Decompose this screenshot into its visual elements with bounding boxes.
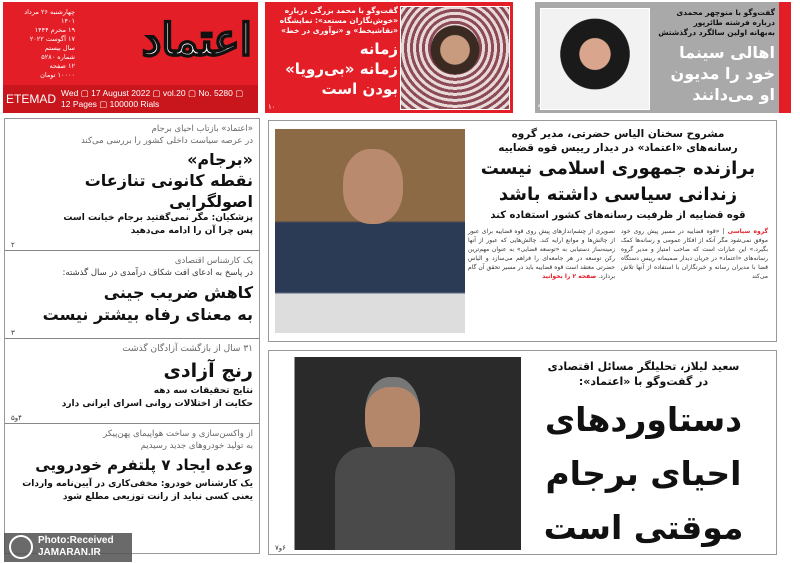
interviewee-photo [275, 357, 521, 550]
photo-watermark [4, 533, 132, 562]
main-kicker: رسانه‌های «اعتماد» در دیدار رییس قوه قضاییه [498, 142, 738, 154]
accent-strip [779, 2, 791, 113]
page-number: ۳ [11, 329, 15, 337]
teaser-headline: خود را مدیون [670, 64, 775, 83]
masthead [3, 2, 258, 113]
teaser-interview-bozorgi[interactable] [265, 2, 513, 113]
page-number: ۶و۷ [275, 544, 286, 552]
body-text: | «قوه قضاییه در مسیر پیش روی خود موفق نمی‌شود مگر آنکه از افکار عمومی و رسانه‌ها کمک بگیرد.» این عبارات است که صاحب امتیاز و مدیر گروه رسانه‌های «اعتماد» در جریان دیدار صمیمانه رییس دستگاه قضا با مدیران رسانه و خبرنگاران با استفاده از آنها تلاش می‌کند [621, 228, 768, 280]
continue-link[interactable]: صفحه ۲ را بخوانید [542, 273, 597, 280]
story-headline: «برجام» [187, 150, 253, 169]
portrait-photo [540, 8, 650, 110]
story-kicker: به تولید خودروهای جدید رسیدیم [140, 441, 253, 451]
latin-title: ETEMAD [6, 92, 57, 106]
story-headline: نقطه کانونی تنازعات اصولگرایی [84, 171, 253, 211]
story-subhead: یعنی کسی نباید از رانت توزیعی مطلع شود [62, 492, 253, 502]
story-subhead: یک کارشناس خودرو: مخفی‌کاری در آیین‌نامه واردات [22, 479, 253, 489]
left-column [4, 118, 260, 554]
story-barjam[interactable] [5, 119, 259, 251]
second-headline: دستاوردهای [544, 400, 743, 439]
teaser-interview-mohammadi[interactable] [535, 2, 779, 113]
body-column [468, 227, 615, 281]
volume: سال بیستم [44, 44, 75, 52]
second-headline: موقتی است [543, 508, 744, 547]
teaser-headline: اهالی سینما [679, 43, 775, 62]
newspaper-logo: اعتماد [141, 15, 252, 66]
teaser-headline: بودن است [321, 80, 398, 98]
second-kicker: در گفت‌وگو با «اعتماد»: [578, 375, 709, 388]
issue-line: Wed ▢ 17 August 2022 ▢ vol.20 ▢ No. 5280 ▢ 12 Pages ▢ 100000 Rials [61, 88, 244, 109]
teaser-headline: زمانه «بی‌رویا» [285, 60, 398, 78]
story-subhead: حکایت از اختلالات روانی اسرای ایرانی دارد [61, 399, 253, 409]
masthead-bar [3, 85, 258, 113]
main-kicker: مشروح سخنان الیاس حضرتی، مدیر گروه [511, 128, 725, 140]
story-kicker: در پاسخ به ادعای افت شکاف درآمدی در سال گذشته: [62, 268, 253, 278]
issue-info [9, 8, 75, 80]
teaser-headline: او می‌دانند [692, 85, 775, 104]
main-subhead: قوه قضاییه از ظرفیت رسانه‌های کشور استفاده کند [490, 210, 746, 221]
story-kicker: در عرصه سیاست داخلی کشور را بررسی می‌کند [80, 136, 253, 146]
story-kicker: یک کارشناس اقتصادی [174, 256, 253, 266]
watermark-site: JAMARAN.IR [38, 547, 101, 558]
portrait-photo [400, 6, 510, 110]
date-persian: چهارشنبه ۲۶ مرداد ۱۴۰۱ [24, 8, 75, 25]
main-body [468, 227, 768, 281]
story-gini[interactable] [5, 251, 259, 339]
page-count: ۱۲ صفحه [49, 62, 75, 70]
date-gregorian: ۱۷ آگوست ۲۰۲۲ [29, 35, 75, 43]
body-column [621, 227, 768, 281]
main-headline: زندانی سیاسی داشته باشد [498, 184, 738, 205]
teaser-kicker: درباره فرشته طائرپور [693, 18, 775, 27]
speaker-photo [275, 129, 465, 333]
story-headline: رنج آزادی [163, 360, 253, 382]
body-text: تصویری از چشم‌اندازهای پیش روی قوه قضاییه برای عبور از چالش‌ها و موانع ارایه کند. چالش‌هایی که عبور از آنها زمینه‌ساز دستیابی به «توسعه قضایی» به عنوان مهم‌ترین رکن توسعه در هر جامعه‌ای را فراهم می‌سازد و الیاس حضرتی معتقد است قوه قضاییه باید در مسیر تحقق آن گام بردارد. [468, 228, 615, 280]
price: ۱۰۰۰۰ تومان [40, 71, 75, 79]
teaser-kicker: به‌بهانه اولین سالگرد درگذشتش [658, 28, 775, 37]
story-kicker: «اعتماد» بازتاب احیای برجام [151, 124, 253, 134]
jamaran-logo-icon [9, 535, 33, 559]
second-story[interactable] [268, 350, 777, 555]
issue-number: شماره ۵۲۸۰ [41, 53, 75, 61]
teaser-headline: زمانه [359, 40, 398, 58]
story-subhead: نتایج تحقیقات سه دهه [153, 386, 253, 396]
story-subhead: پس چرا آن را ادامه می‌دهید [130, 226, 253, 236]
story-freedom[interactable] [5, 339, 259, 424]
story-subhead: پزشکیان: مگر نمی‌گفتید برجام خیانت است [63, 213, 253, 223]
story-kicker: از واکسن‌سازی و ساخت هواپیمای پهن‌پیکر [103, 429, 253, 439]
story-auto-platform[interactable] [5, 424, 259, 516]
date-hijri: ۱۹ محرم ۱۴۴۴ [34, 26, 75, 34]
page-number: ۱۰ [268, 103, 276, 111]
story-headline: به معنای رفاه بیشتر نیست [42, 305, 253, 324]
watermark-credit: Photo:Received [38, 535, 114, 546]
story-kicker: ۳۱ سال از بازگشت آزادگان گذشت [122, 344, 253, 354]
page-number: ۴و۵ [11, 414, 22, 422]
second-kicker: سعید لیلاز، تحلیلگر مسائل اقتصادی [547, 360, 740, 373]
story-headline: کاهش ضریب جینی [103, 283, 253, 302]
page-number: ۲ [11, 241, 15, 249]
teaser-kicker: گفت‌وگو با منوچهر محمدی [676, 8, 775, 17]
main-headline: برازنده جمهوری اسلامی نیست [480, 158, 756, 179]
byline: گروه سیاسی [727, 228, 768, 235]
page-number: ۹ [538, 103, 542, 111]
teaser-kicker: گفت‌وگو با محمد بزرگی درباره «خوش‌نگاران مستعد»: نمایشگاه «نقاشیخط» و «نوآوری در خط» [279, 6, 398, 35]
second-headline: احیای برجام [545, 454, 742, 493]
story-headline: وعده ایجاد ۷ پلتفرم خودرویی [35, 456, 253, 474]
main-story[interactable] [268, 120, 777, 342]
